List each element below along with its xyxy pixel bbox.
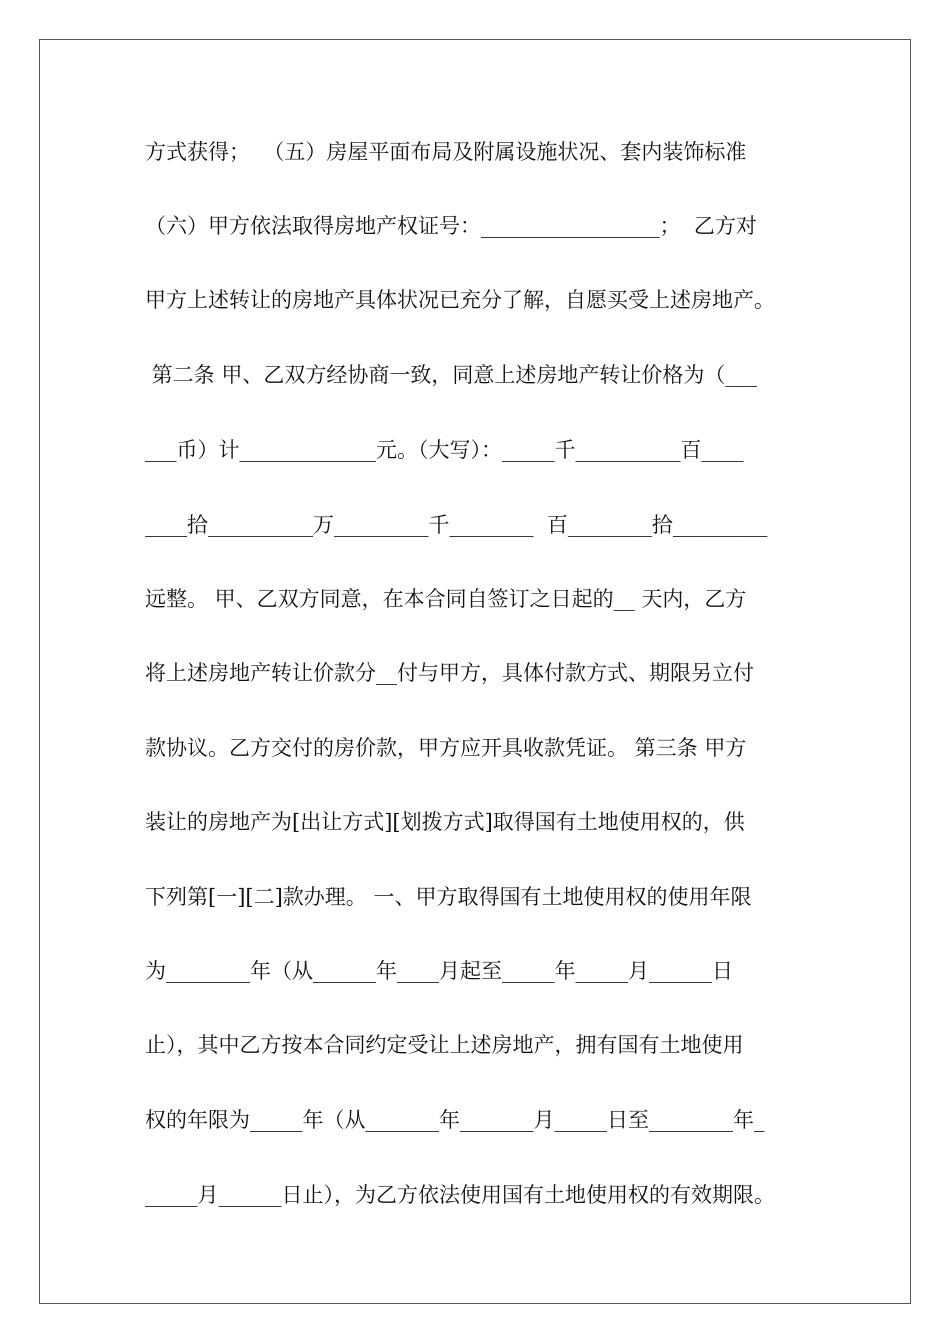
text-line: 将上述房地产转让价款分__付与甲方，具体付款方式、期限另立付 — [145, 661, 754, 685]
text-line: 第二条 甲、乙双方经协商一致，同意上述房地产转让价格为（___ — [145, 363, 757, 387]
text-line: 甲方上述转让的房地产具体状况已充分了解，自愿买受上述房地产。 — [145, 288, 775, 312]
text-line: ___币）计_____________元。（大写）：_____千__________百____ — [145, 438, 744, 462]
text-line: ____拾__________万_________千________ 百________拾_________ — [145, 513, 768, 537]
text-line: 止），其中乙方按本合同约定受让上述房地产，拥有国有土地使用 — [145, 1033, 744, 1057]
text-line: 款协议。乙方交付的房价款，甲方应开具收款凭证。 第三条 甲方 — [145, 736, 747, 760]
text-line: 装让的房地产为[出让方式][划拨方式]取得国有土地使用权的，供 — [145, 810, 745, 834]
text-line: 权的年限为_____年（从_______年_______月_____日至________年_ — [145, 1108, 765, 1132]
text-line: 方式获得； （五）房屋平面布局及附属设施状况、套内装饰标准 — [145, 140, 747, 164]
text-line: （六）甲方依法取得房地产权证号：_________________； 乙方对 — [145, 214, 757, 238]
text-line: 下列第[一][二]款办理。 一、甲方取得国有土地使用权的使用年限 — [145, 885, 752, 909]
text-line: _____月______日止），为乙方依法使用国有土地使用权的有效期限。 — [145, 1183, 775, 1207]
text-line: 远整。 甲、乙双方同意，在本合同自签订之日起的__ 天内，乙方 — [145, 587, 747, 611]
text-line: 为________年（从______年____月起至_____年_____月______日 — [145, 959, 733, 983]
